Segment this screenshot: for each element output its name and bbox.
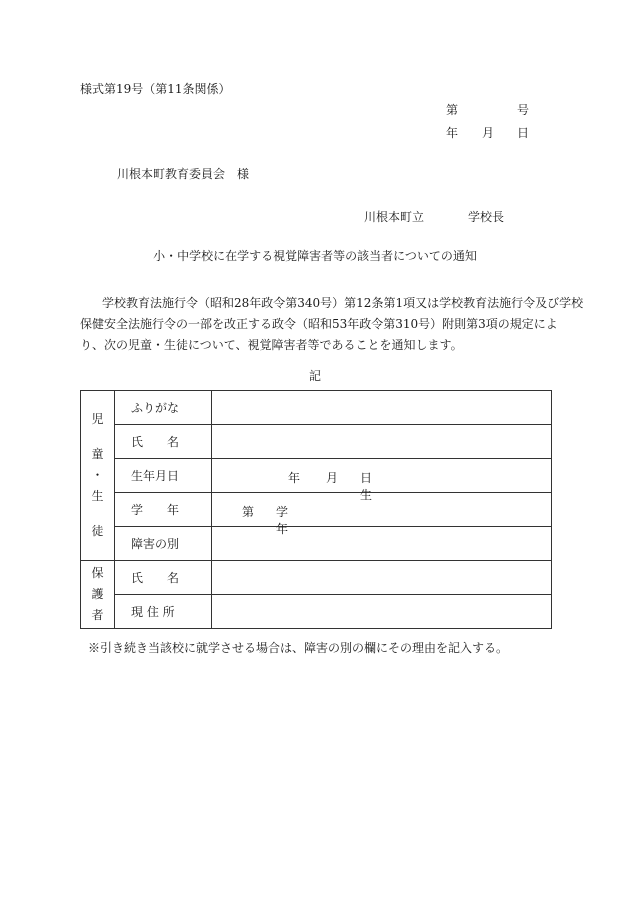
form-number: 様式第19号（第11条関係） <box>80 82 231 96</box>
table-row <box>81 561 552 595</box>
body-line-3: り、次の児童・生徒について、視覚障害者等であることを通知します。 <box>80 338 463 352</box>
address-label: 現 住 所 <box>115 595 212 629</box>
table-row <box>81 493 552 527</box>
body-line-1: 学校教育法施行令（昭和28年政令第340号）第12条第1項又は学校教育法施行令及び学校 <box>102 296 584 310</box>
number-label: 第 <box>446 103 459 117</box>
sender <box>364 208 505 225</box>
student-info-table <box>80 390 552 629</box>
name-label: 氏名 <box>115 425 212 459</box>
table-row <box>81 595 552 629</box>
body-line-2: 保健安全法施行令の一部を改正する政令（昭和53年政令第310号）附則第3項の規定によ <box>80 317 558 331</box>
grade-field[interactable]: 第 学年 <box>212 493 552 527</box>
sender-school-head: 学校長 <box>468 210 505 224</box>
disability-label: 障害の別 <box>115 527 212 561</box>
address-field[interactable] <box>212 595 552 629</box>
birthdate-label: 生年月日 <box>115 459 212 493</box>
sender-town: 川根本町立 <box>364 210 425 224</box>
day-label: 日 <box>517 126 530 140</box>
name-field[interactable] <box>212 425 552 459</box>
furigana-field[interactable] <box>212 391 552 425</box>
body-text <box>80 293 584 356</box>
table-row <box>81 459 552 493</box>
table-row <box>81 391 552 425</box>
addressee: 川根本町教育委員会 様 <box>117 167 250 181</box>
disability-field[interactable] <box>212 527 552 561</box>
birthdate-field[interactable]: 年 月 日生 <box>212 459 552 493</box>
ki-heading: 記 <box>308 369 321 383</box>
guardian-name-label: 氏名 <box>115 561 212 595</box>
month-label: 月 <box>482 126 495 140</box>
number-suffix: 号 <box>517 103 530 117</box>
guardian-name-field[interactable] <box>212 561 552 595</box>
student-group-label: 児 童 ・ 生 徒 <box>81 391 115 561</box>
furigana-label: ふりがな <box>115 391 212 425</box>
table-row <box>81 527 552 561</box>
guardian-group-label: 保 護 者 <box>81 561 115 629</box>
table-row <box>81 425 552 459</box>
grade-label: 学年 <box>115 493 212 527</box>
footnote: ※引き続き当該校に就学させる場合は、障害の別の欄にその理由を記入する。 <box>88 641 509 655</box>
document-title: 小・中学校に在学する視覚障害者等の該当者についての通知 <box>153 249 477 263</box>
year-label: 年 <box>446 126 459 140</box>
